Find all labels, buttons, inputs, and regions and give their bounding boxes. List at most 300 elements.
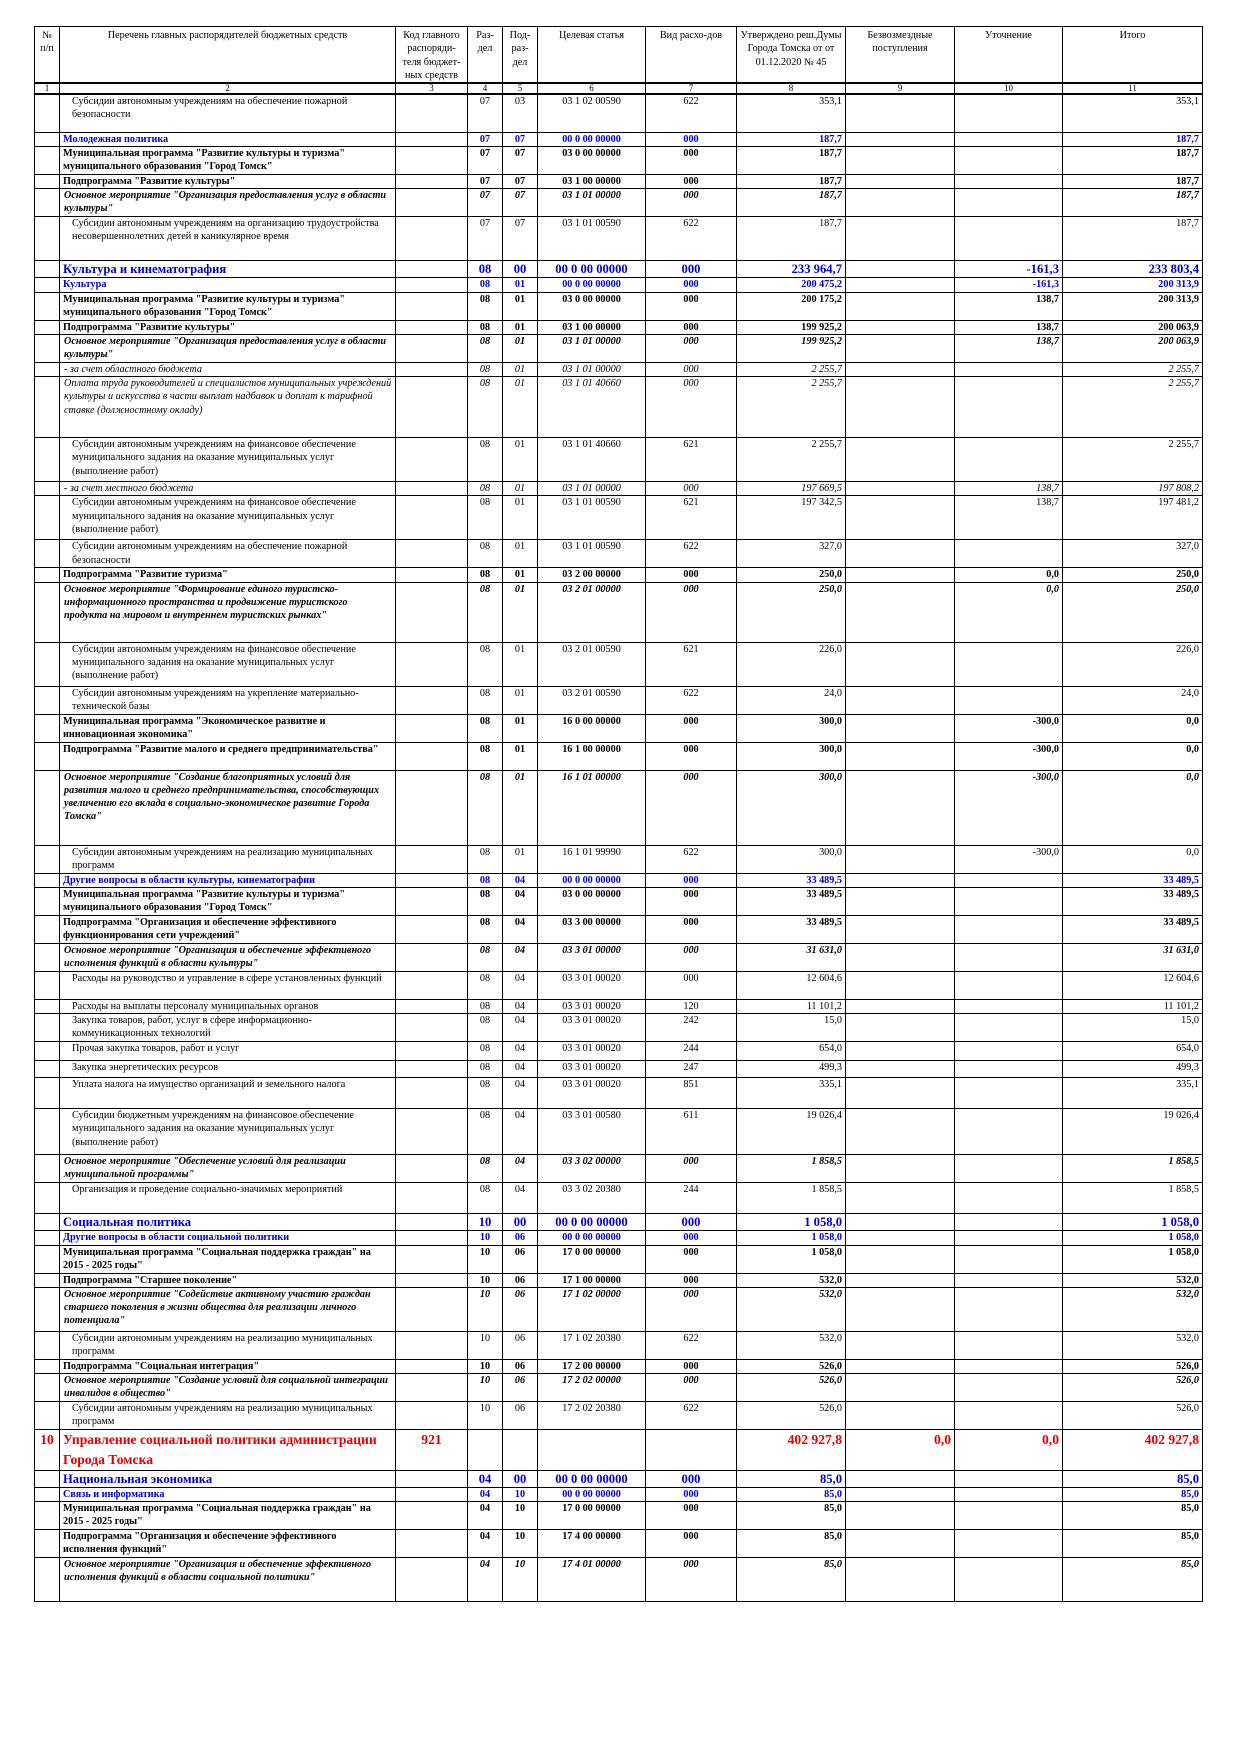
subsection: 01 — [503, 582, 538, 642]
adjustment: 138,7 — [955, 482, 1063, 496]
approved-amount: 499,3 — [737, 1061, 846, 1078]
expense-type — [646, 1430, 737, 1470]
approved-amount: 526,0 — [737, 1402, 846, 1430]
table-row — [35, 873, 1203, 887]
manager-code — [396, 132, 468, 146]
row-number — [35, 943, 60, 971]
subsection: 01 — [503, 770, 538, 845]
row-number — [35, 482, 60, 496]
adjustment: 138,7 — [955, 496, 1063, 540]
expense-type: 000 — [646, 568, 737, 582]
target-article: 00 0 00 00000 — [538, 1231, 646, 1245]
adjustment — [955, 1487, 1063, 1501]
manager-code — [396, 1359, 468, 1373]
manager-code — [396, 1155, 468, 1183]
table-row — [35, 1470, 1203, 1487]
column-number-row — [35, 83, 1203, 94]
target-article: 03 0 00 00000 — [538, 887, 646, 915]
table-row — [35, 482, 1203, 496]
approved-amount: 300,0 — [737, 770, 846, 845]
section: 10 — [468, 1287, 503, 1331]
row-number — [35, 540, 60, 568]
total-amount: 532,0 — [1063, 1273, 1203, 1287]
item-name: Основное мероприятие "Содействие активному участию граждан старшего поколения в жизни общества для реализации личного потенциала" — [60, 1287, 396, 1331]
column-number: 6 — [538, 83, 646, 94]
target-article: 16 1 01 00000 — [538, 770, 646, 845]
target-article: 00 0 00 00000 — [538, 1214, 646, 1231]
total-amount: 85,0 — [1063, 1558, 1203, 1602]
table-row — [35, 568, 1203, 582]
section: 08 — [468, 438, 503, 482]
expense-type: 621 — [646, 642, 737, 686]
row-number — [35, 1273, 60, 1287]
table-row — [35, 278, 1203, 292]
table-row — [35, 915, 1203, 943]
approved-amount: 187,7 — [737, 132, 846, 146]
header-cell: № п/п — [35, 27, 60, 84]
adjustment — [955, 1558, 1063, 1602]
grant-receipts — [846, 189, 955, 217]
row-number — [35, 320, 60, 334]
item-name: Культура и кинематография — [60, 261, 396, 278]
section: 08 — [468, 1078, 503, 1109]
total-amount: 250,0 — [1063, 582, 1203, 642]
expense-type: 000 — [646, 377, 737, 438]
grant-receipts — [846, 132, 955, 146]
item-name: Субсидии автономным учреждениям на укрепление материально-технической базы — [60, 686, 396, 714]
target-article: 03 1 01 00590 — [538, 540, 646, 568]
section: 04 — [468, 1530, 503, 1558]
grant-receipts — [846, 1155, 955, 1183]
target-article: 03 0 00 00000 — [538, 292, 646, 320]
table-row — [35, 1287, 1203, 1331]
total-amount: 11 101,2 — [1063, 999, 1203, 1013]
adjustment — [955, 1214, 1063, 1231]
target-article: 03 1 01 00590 — [538, 496, 646, 540]
table-row — [35, 943, 1203, 971]
expense-type: 000 — [646, 582, 737, 642]
budget-document — [34, 26, 1202, 1602]
approved-amount: 402 927,8 — [737, 1430, 846, 1470]
target-article: 03 3 01 00020 — [538, 999, 646, 1013]
grant-receipts — [846, 1470, 955, 1487]
section: 07 — [468, 146, 503, 174]
row-number — [35, 714, 60, 742]
expense-type: 000 — [646, 146, 737, 174]
row-number — [35, 568, 60, 582]
target-article: 03 2 00 00000 — [538, 568, 646, 582]
target-article: 03 3 01 00020 — [538, 1078, 646, 1109]
total-amount: 85,0 — [1063, 1470, 1203, 1487]
approved-amount: 85,0 — [737, 1470, 846, 1487]
section: 04 — [468, 1487, 503, 1501]
table-row — [35, 1530, 1203, 1558]
approved-amount: 85,0 — [737, 1502, 846, 1530]
section: 10 — [468, 1331, 503, 1359]
total-amount: 85,0 — [1063, 1502, 1203, 1530]
table-row — [35, 174, 1203, 188]
manager-code — [396, 845, 468, 873]
row-number — [35, 686, 60, 714]
total-amount: 0,0 — [1063, 770, 1203, 845]
target-article: 03 1 00 00000 — [538, 320, 646, 334]
row-number — [35, 1078, 60, 1109]
row-number — [35, 1530, 60, 1558]
section: 10 — [468, 1214, 503, 1231]
table-row — [35, 1214, 1203, 1231]
total-amount: 1 058,0 — [1063, 1214, 1203, 1231]
grant-receipts — [846, 1530, 955, 1558]
subsection: 04 — [503, 1042, 538, 1061]
target-article: 03 1 02 00590 — [538, 94, 646, 132]
adjustment: 0,0 — [955, 1430, 1063, 1470]
section: 08 — [468, 1155, 503, 1183]
subsection: 01 — [503, 742, 538, 770]
row-number — [35, 1402, 60, 1430]
approved-amount: 526,0 — [737, 1359, 846, 1373]
manager-code — [396, 582, 468, 642]
expense-type: 244 — [646, 1183, 737, 1214]
target-article: 03 1 01 00000 — [538, 482, 646, 496]
table-row — [35, 1430, 1203, 1470]
expense-type: 000 — [646, 482, 737, 496]
target-article: 03 1 01 00590 — [538, 217, 646, 261]
adjustment — [955, 1245, 1063, 1273]
grant-receipts — [846, 540, 955, 568]
grant-receipts — [846, 174, 955, 188]
item-name: Муниципальная программа "Развитие культуры и туризма" муниципального образования "Город Томск" — [60, 887, 396, 915]
manager-code — [396, 742, 468, 770]
subsection: 04 — [503, 873, 538, 887]
item-name: Другие вопросы в области социальной политики — [60, 1231, 396, 1245]
subsection: 04 — [503, 943, 538, 971]
grant-receipts — [846, 1331, 955, 1359]
row-number — [35, 915, 60, 943]
table-row — [35, 261, 1203, 278]
approved-amount: 250,0 — [737, 568, 846, 582]
header-cell: Раз-дел — [468, 27, 503, 84]
item-name: Основное мероприятие "Организация и обеспечение эффективного исполнения функций в области социальной политики" — [60, 1558, 396, 1602]
section: 04 — [468, 1470, 503, 1487]
adjustment — [955, 887, 1063, 915]
section: 07 — [468, 174, 503, 188]
approved-amount: 335,1 — [737, 1078, 846, 1109]
total-amount: 1 858,5 — [1063, 1183, 1203, 1214]
manager-code — [396, 873, 468, 887]
subsection: 01 — [503, 496, 538, 540]
grant-receipts — [846, 217, 955, 261]
manager-code — [396, 1061, 468, 1078]
grant-receipts — [846, 1109, 955, 1155]
target-article: 03 1 01 40660 — [538, 438, 646, 482]
section: 08 — [468, 292, 503, 320]
table-row — [35, 845, 1203, 873]
subsection: 06 — [503, 1287, 538, 1331]
total-amount: 187,7 — [1063, 132, 1203, 146]
section: 10 — [468, 1359, 503, 1373]
target-article: 03 3 01 00020 — [538, 971, 646, 999]
total-amount: 187,7 — [1063, 189, 1203, 217]
total-amount: 12 604,6 — [1063, 971, 1203, 999]
subsection: 01 — [503, 714, 538, 742]
item-name: Основное мероприятие "Организация предоставления услуг в области культуры" — [60, 189, 396, 217]
item-name: Другие вопросы в области культуры, кинематографии — [60, 873, 396, 887]
item-name: Закупка энергетических ресурсов — [60, 1061, 396, 1078]
target-article: 03 1 01 40660 — [538, 377, 646, 438]
item-name: Муниципальная программа "Развитие культуры и туризма" муниципального образования "Город Томск" — [60, 292, 396, 320]
section: 08 — [468, 915, 503, 943]
item-name: Культура — [60, 278, 396, 292]
target-article: 03 1 01 00000 — [538, 334, 646, 362]
section: 08 — [468, 568, 503, 582]
section: 07 — [468, 94, 503, 132]
expense-type: 000 — [646, 320, 737, 334]
manager-code — [396, 94, 468, 132]
adjustment: 138,7 — [955, 292, 1063, 320]
subsection: 06 — [503, 1331, 538, 1359]
subsection: 01 — [503, 845, 538, 873]
manager-code — [396, 217, 468, 261]
subsection — [503, 1430, 538, 1470]
adjustment — [955, 971, 1063, 999]
item-name: Прочая закупка товаров, работ и услуг — [60, 1042, 396, 1061]
expense-type: 000 — [646, 292, 737, 320]
adjustment — [955, 146, 1063, 174]
subsection: 01 — [503, 540, 538, 568]
table-row — [35, 887, 1203, 915]
item-name: Субсидии автономным учреждениям на реализацию муниципальных программ — [60, 845, 396, 873]
target-article: 03 3 02 00000 — [538, 1155, 646, 1183]
total-amount: 532,0 — [1063, 1287, 1203, 1331]
expense-type: 000 — [646, 1558, 737, 1602]
expense-type: 000 — [646, 1470, 737, 1487]
header-cell: Под-раз-дел — [503, 27, 538, 84]
manager-code — [396, 1502, 468, 1530]
target-article: 03 1 01 00000 — [538, 189, 646, 217]
grant-receipts — [846, 999, 955, 1013]
grant-receipts — [846, 146, 955, 174]
section: 08 — [468, 261, 503, 278]
grant-receipts — [846, 915, 955, 943]
total-amount: 335,1 — [1063, 1078, 1203, 1109]
approved-amount: 654,0 — [737, 1042, 846, 1061]
table-row — [35, 146, 1203, 174]
manager-code: 921 — [396, 1430, 468, 1470]
item-name: Субсидии автономным учреждениям на финансовое обеспечение муниципального задания на оказание муниципальных услуг (выполнение работ) — [60, 496, 396, 540]
section: 08 — [468, 873, 503, 887]
table-row — [35, 742, 1203, 770]
expense-type: 000 — [646, 1530, 737, 1558]
row-number — [35, 582, 60, 642]
section: 08 — [468, 1042, 503, 1061]
table-row — [35, 1402, 1203, 1430]
grant-receipts — [846, 582, 955, 642]
approved-amount: 2 255,7 — [737, 438, 846, 482]
adjustment: -161,3 — [955, 278, 1063, 292]
subsection: 06 — [503, 1359, 538, 1373]
row-number — [35, 1331, 60, 1359]
grant-receipts — [846, 686, 955, 714]
target-article: 03 3 01 00020 — [538, 1014, 646, 1042]
expense-type: 622 — [646, 845, 737, 873]
grant-receipts — [846, 887, 955, 915]
adjustment — [955, 362, 1063, 376]
section: 08 — [468, 496, 503, 540]
subsection: 10 — [503, 1487, 538, 1501]
manager-code — [396, 377, 468, 438]
column-number: 9 — [846, 83, 955, 94]
section: 08 — [468, 770, 503, 845]
subsection: 01 — [503, 292, 538, 320]
subsection: 01 — [503, 438, 538, 482]
subsection: 00 — [503, 261, 538, 278]
table-row — [35, 94, 1203, 132]
row-number — [35, 1502, 60, 1530]
item-name: Подпрограмма "Социальная интеграция" — [60, 1359, 396, 1373]
target-article: 17 1 02 20380 — [538, 1331, 646, 1359]
row-number — [35, 146, 60, 174]
manager-code — [396, 174, 468, 188]
approved-amount: 187,7 — [737, 217, 846, 261]
section: 08 — [468, 943, 503, 971]
expense-type: 000 — [646, 278, 737, 292]
row-number — [35, 217, 60, 261]
total-amount: 2 255,7 — [1063, 438, 1203, 482]
grant-receipts — [846, 1245, 955, 1273]
approved-amount: 199 925,2 — [737, 320, 846, 334]
expense-type: 622 — [646, 1402, 737, 1430]
subsection: 01 — [503, 377, 538, 438]
total-amount: 85,0 — [1063, 1530, 1203, 1558]
table-row — [35, 582, 1203, 642]
manager-code — [396, 1078, 468, 1109]
table-row — [35, 714, 1203, 742]
manager-code — [396, 1470, 468, 1487]
total-amount: 33 489,5 — [1063, 873, 1203, 887]
expense-type: 242 — [646, 1014, 737, 1042]
header-cell: Перечень главных распорядителей бюджетных средств — [60, 27, 396, 84]
header-cell: Утверждено реш.Думы Города Томска от от 01.12.2020 № 45 — [737, 27, 846, 84]
grant-receipts — [846, 1014, 955, 1042]
section: 10 — [468, 1273, 503, 1287]
approved-amount: 300,0 — [737, 714, 846, 742]
manager-code — [396, 1042, 468, 1061]
grant-receipts — [846, 496, 955, 540]
manager-code — [396, 1530, 468, 1558]
item-name: Субсидии автономным учреждениям на обеспечение пожарной безопасности — [60, 94, 396, 132]
section: 08 — [468, 377, 503, 438]
budget-rows — [35, 94, 1203, 1602]
section: 08 — [468, 686, 503, 714]
adjustment — [955, 1014, 1063, 1042]
table-row — [35, 642, 1203, 686]
row-number — [35, 174, 60, 188]
total-amount: 33 489,5 — [1063, 887, 1203, 915]
manager-code — [396, 770, 468, 845]
target-article: 17 1 02 00000 — [538, 1287, 646, 1331]
manager-code — [396, 686, 468, 714]
section: 08 — [468, 845, 503, 873]
section: 08 — [468, 1061, 503, 1078]
approved-amount: 33 489,5 — [737, 887, 846, 915]
grant-receipts — [846, 742, 955, 770]
subsection: 07 — [503, 146, 538, 174]
approved-amount: 532,0 — [737, 1287, 846, 1331]
item-name: Муниципальная программа "Развитие культуры и туризма" муниципального образования "Город Томск" — [60, 146, 396, 174]
total-amount: 233 803,4 — [1063, 261, 1203, 278]
total-amount: 187,7 — [1063, 146, 1203, 174]
item-name: Основное мероприятие "Создание условий для социальной интеграции инвалидов в общество" — [60, 1374, 396, 1402]
grant-receipts — [846, 334, 955, 362]
approved-amount: 12 604,6 — [737, 971, 846, 999]
table-row — [35, 320, 1203, 334]
row-number — [35, 873, 60, 887]
table-row — [35, 292, 1203, 320]
table-row — [35, 1359, 1203, 1373]
approved-amount: 200 175,2 — [737, 292, 846, 320]
manager-code — [396, 320, 468, 334]
table-row — [35, 362, 1203, 376]
table-row — [35, 1078, 1203, 1109]
expense-type: 120 — [646, 999, 737, 1013]
total-amount: 200 063,9 — [1063, 334, 1203, 362]
adjustment — [955, 1287, 1063, 1331]
adjustment: 0,0 — [955, 582, 1063, 642]
section: 08 — [468, 334, 503, 362]
manager-code — [396, 887, 468, 915]
table-row — [35, 540, 1203, 568]
column-number: 10 — [955, 83, 1063, 94]
subsection: 07 — [503, 132, 538, 146]
total-amount: 327,0 — [1063, 540, 1203, 568]
section: 08 — [468, 278, 503, 292]
approved-amount: 19 026,4 — [737, 1109, 846, 1155]
item-name: Основное мероприятие "Обеспечение условий для реализации муниципальной программы" — [60, 1155, 396, 1183]
manager-code — [396, 999, 468, 1013]
grant-receipts — [846, 1061, 955, 1078]
expense-type: 622 — [646, 217, 737, 261]
total-amount: 31 631,0 — [1063, 943, 1203, 971]
manager-code — [396, 496, 468, 540]
item-name: Основное мероприятие "Организация и обеспечение эффективного исполнения функций в области культуры" — [60, 943, 396, 971]
grant-receipts — [846, 1487, 955, 1501]
approved-amount: 300,0 — [737, 742, 846, 770]
manager-code — [396, 1231, 468, 1245]
manager-code — [396, 1287, 468, 1331]
manager-code — [396, 915, 468, 943]
subsection: 06 — [503, 1231, 538, 1245]
approved-amount: 85,0 — [737, 1558, 846, 1602]
expense-type: 000 — [646, 1273, 737, 1287]
subsection: 01 — [503, 334, 538, 362]
expense-type: 000 — [646, 714, 737, 742]
approved-amount: 226,0 — [737, 642, 846, 686]
grant-receipts — [846, 292, 955, 320]
row-number — [35, 132, 60, 146]
total-amount: 33 489,5 — [1063, 915, 1203, 943]
adjustment — [955, 1402, 1063, 1430]
target-article: 03 3 01 00000 — [538, 943, 646, 971]
item-name: Основное мероприятие "Формирование единого туристско-информационного пространства и продвижение туристского продукта на мировом и внутреннем туристских рынках" — [60, 582, 396, 642]
header-row — [35, 27, 1203, 84]
table-row — [35, 1183, 1203, 1214]
adjustment — [955, 999, 1063, 1013]
item-name: Муниципальная программа "Социальная поддержка граждан" на 2015 - 2025 годы" — [60, 1245, 396, 1273]
row-number — [35, 189, 60, 217]
item-name: Социальная политика — [60, 1214, 396, 1231]
expense-type: 000 — [646, 132, 737, 146]
approved-amount: 31 631,0 — [737, 943, 846, 971]
